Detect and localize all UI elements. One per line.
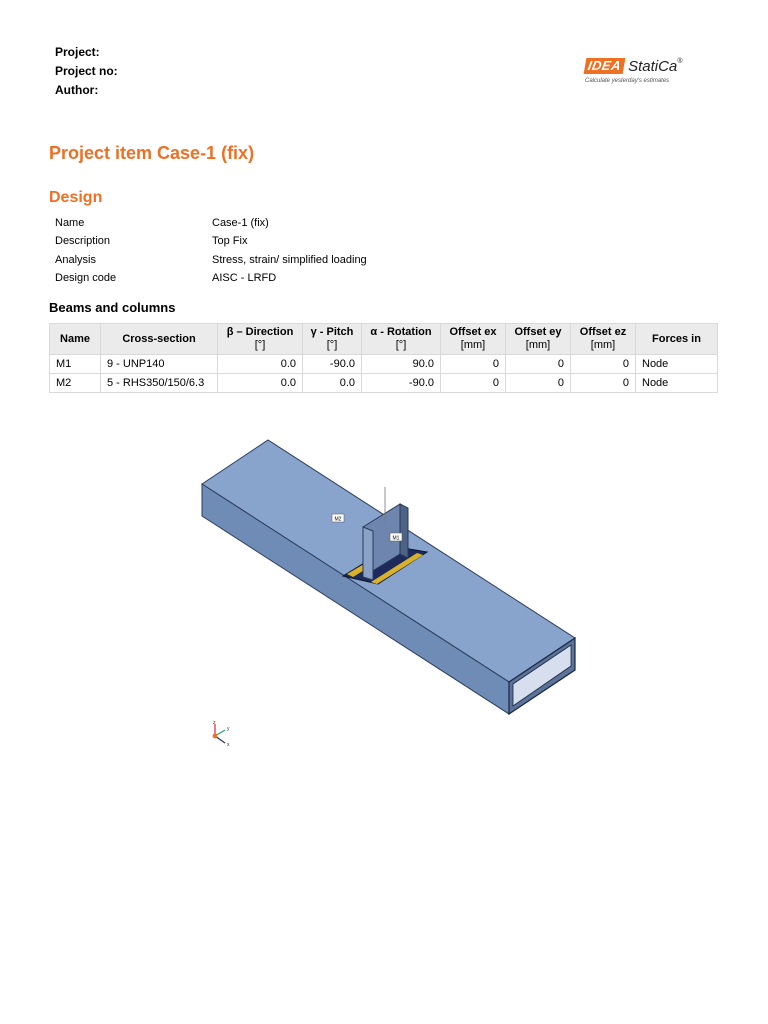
- cell: -90.0: [362, 374, 441, 393]
- cell: 0: [506, 355, 571, 374]
- col-header: Offset ex [mm]: [441, 324, 506, 355]
- project-meta: [55, 44, 118, 101]
- column-m1-flange: [400, 504, 408, 558]
- axes-triad: [205, 718, 239, 752]
- design-value: Stress, strain/ simplified loading: [212, 253, 367, 266]
- cell: 0: [571, 355, 636, 374]
- design-key: Description: [55, 235, 111, 248]
- design-row: [55, 252, 367, 270]
- table-row: [50, 374, 718, 393]
- design-row: [55, 233, 367, 251]
- cell: 0: [506, 374, 571, 393]
- col-header: Cross-section: [101, 324, 218, 355]
- col-header: Name: [50, 324, 101, 355]
- beams-table: [49, 323, 718, 393]
- beams-heading: Beams and columns: [49, 300, 176, 315]
- column-m1-flange: [363, 527, 373, 580]
- cell: 0: [571, 374, 636, 393]
- beams-header-row: [50, 324, 718, 355]
- col-header: α - Rotation [°]: [362, 324, 441, 355]
- design-value: Case-1 (fix): [212, 217, 269, 229]
- m2-label: M2: [334, 516, 342, 523]
- cell: M1: [50, 355, 101, 374]
- design-row: [55, 270, 367, 288]
- project-no-label: Project no:: [55, 64, 118, 78]
- design-value: Top Fix: [212, 235, 248, 248]
- author-label: Author:: [55, 83, 99, 97]
- cell: M2: [50, 374, 101, 393]
- cell: 0.0: [303, 374, 362, 393]
- design-row: [55, 215, 367, 233]
- logo-box: IDEA: [584, 58, 626, 74]
- design-key: Design code: [55, 271, 117, 284]
- cell: 9 - UNP140: [101, 355, 218, 374]
- col-header: Offset ey [mm]: [506, 324, 571, 355]
- design-key: Analysis: [55, 253, 96, 266]
- axes-origin: [213, 734, 218, 739]
- cell: 5 - RHS350/150/6.3: [101, 374, 218, 393]
- col-header: γ - Pitch [°]: [303, 324, 362, 355]
- cell: 0.0: [218, 355, 303, 374]
- page-title: Project item Case-1 (fix): [49, 143, 255, 163]
- cell: -90.0: [303, 355, 362, 374]
- project-label: Project:: [55, 45, 100, 59]
- logo-tagline: Calculate yesterday's estimates: [585, 78, 670, 84]
- design-table: [55, 215, 367, 288]
- logo-word: StatiCa®: [628, 57, 683, 75]
- connection-model-view: [195, 432, 585, 722]
- table-row: [50, 355, 718, 374]
- cell: 90.0: [362, 355, 441, 374]
- m1-label: M1: [392, 535, 400, 542]
- z-axis-label: z: [213, 720, 216, 726]
- design-heading: Design: [49, 189, 103, 206]
- cell: 0.0: [218, 374, 303, 393]
- col-header: Forces in: [636, 324, 718, 355]
- cell: 0: [441, 355, 506, 374]
- cell: 0: [441, 374, 506, 393]
- design-value: AISC - LRFD: [212, 271, 277, 284]
- col-header: Offset ez [mm]: [571, 324, 636, 355]
- col-header: β – Direction [°]: [218, 324, 303, 355]
- design-key: Name: [55, 217, 85, 229]
- x-axis-label: x: [227, 742, 230, 748]
- cell: Node: [636, 374, 718, 393]
- y-axis-label: y: [227, 726, 230, 732]
- cell: Node: [636, 355, 718, 374]
- idea-statica-logo: [585, 56, 725, 92]
